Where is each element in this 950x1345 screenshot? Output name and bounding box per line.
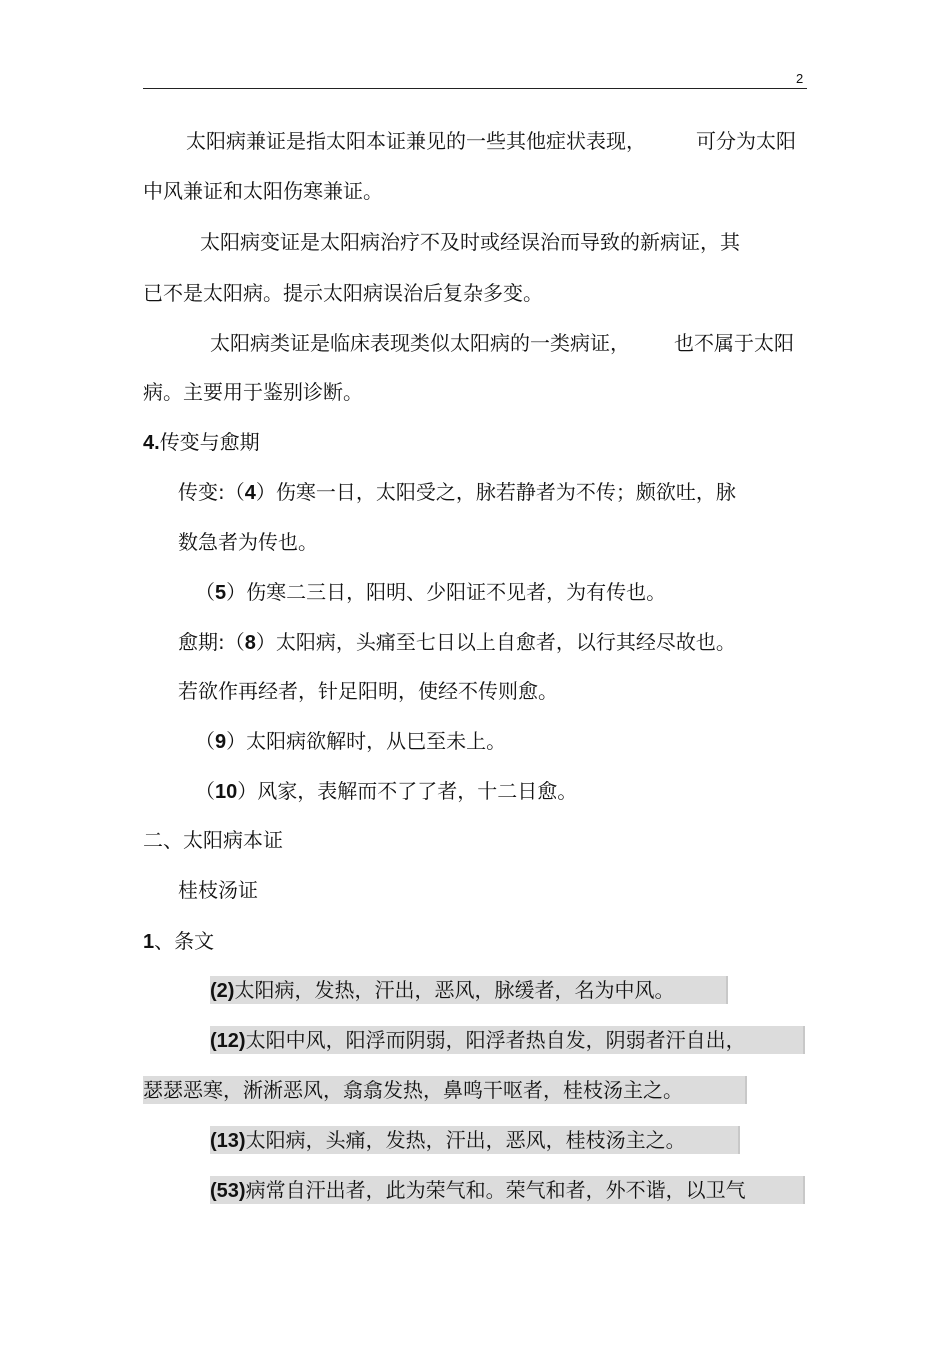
clause-12-number: (12) <box>210 1030 246 1052</box>
paragraph-1-line-1b: 可分为太阳 <box>696 129 796 153</box>
section-4-number: 4. <box>143 432 160 454</box>
paragraph-2-line-1: 太阳病变证是太阳病治疗不及时或经误治而导致的新病证，其 <box>200 230 740 254</box>
item-1-heading <box>143 927 214 956</box>
clause-5-open-paren: （ <box>195 580 215 604</box>
clause-12-text: 太阳中风，阳浮而阴弱，阳浮者热自发，阴弱者汗自出， <box>245 1028 746 1052</box>
clause-8-line-2: 若欲作再经者，针足阳明，使经不传则愈。 <box>178 679 558 703</box>
clause-4-line-2: 数急者为传也。 <box>178 530 318 554</box>
clause-4-line-1 <box>178 478 736 507</box>
clause-2-text: 太阳病，发热，汗出，恶风，脉缓者，名为中风。 <box>234 978 675 1002</box>
clause-5-line <box>195 578 666 607</box>
clause-2-number: (2) <box>210 980 235 1002</box>
page-number: 2 <box>796 71 804 86</box>
yuqi-label: 愈期:（ <box>178 630 245 654</box>
clause-8-text: ）太阳病，头痛至七日以上自愈者，以行其经尽故也。 <box>255 630 736 654</box>
item-1-number: 1 <box>143 931 155 953</box>
clause-53-highlight <box>210 1176 805 1204</box>
clause-9-number: 9 <box>215 731 227 753</box>
clause-4-number: 4 <box>244 482 256 504</box>
clause-2-highlight <box>210 976 728 1004</box>
clause-13-text: 太阳病，头痛，发热，汗出，恶风，桂枝汤主之。 <box>245 1128 686 1152</box>
item-1-title: 、条文 <box>154 929 215 953</box>
header-rule <box>143 88 807 89</box>
clause-13-number: (13) <box>210 1130 246 1152</box>
clause-10-open-paren: （ <box>195 779 215 803</box>
clause-9-open-paren: （ <box>195 729 215 753</box>
paragraph-3-line-1b: 也不属于太阳 <box>674 331 794 355</box>
section-2-heading: 二、太阳病本证 <box>143 828 283 852</box>
paragraph-2-line-2: 已不是太阳病。提示太阳病误治后复杂多变。 <box>143 281 543 305</box>
clause-10-text: ）风家，表解而不了了者，十二日愈。 <box>237 779 578 803</box>
paragraph-1-line-1a: 太阳病兼证是指太阳本证兼见的一些其他症状表现， <box>186 129 646 153</box>
clause-10-line <box>195 777 577 806</box>
clause-5-number: 5 <box>215 582 227 604</box>
clause-10-number: 10 <box>215 781 238 803</box>
clause-53-number: (53) <box>210 1180 246 1202</box>
clause-12-line-2-highlight <box>143 1076 747 1104</box>
clause-8-line-1 <box>178 628 736 657</box>
guizhi-tang-heading: 桂枝汤证 <box>178 878 258 902</box>
clause-9-text: ）太阳病欲解时，从巳至未上。 <box>226 729 507 753</box>
section-4-title: 传变与愈期 <box>159 430 260 454</box>
clause-53-text: 病常自汗出者，此为荣气和。荣气和者，外不谐，以卫气 <box>245 1178 746 1202</box>
section-4-heading <box>143 428 260 457</box>
clause-4-text: ）伤寒一日，太阳受之，脉若静者为不传；颇欲吐，脉 <box>255 480 736 504</box>
clause-9-line <box>195 727 506 756</box>
paragraph-3-line-2: 病。主要用于鉴别诊断。 <box>143 380 363 404</box>
clause-5-text: ）伤寒二三日，阳明、少阳证不见者，为有传也。 <box>226 580 667 604</box>
clause-12-highlight <box>210 1026 805 1054</box>
paragraph-3-line-1a: 太阳病类证是临床表现类似太阳病的一类病证， <box>210 331 630 355</box>
clause-12-line-2: 瑟瑟恶寒，淅淅恶风，翕翕发热，鼻鸣干呕者，桂枝汤主之。 <box>143 1078 683 1102</box>
chuanbian-label: 传变:（ <box>178 480 245 504</box>
paragraph-1-line-2: 中风兼证和太阳伤寒兼证。 <box>143 179 383 203</box>
clause-8-number: 8 <box>244 632 256 654</box>
clause-13-highlight <box>210 1126 740 1154</box>
